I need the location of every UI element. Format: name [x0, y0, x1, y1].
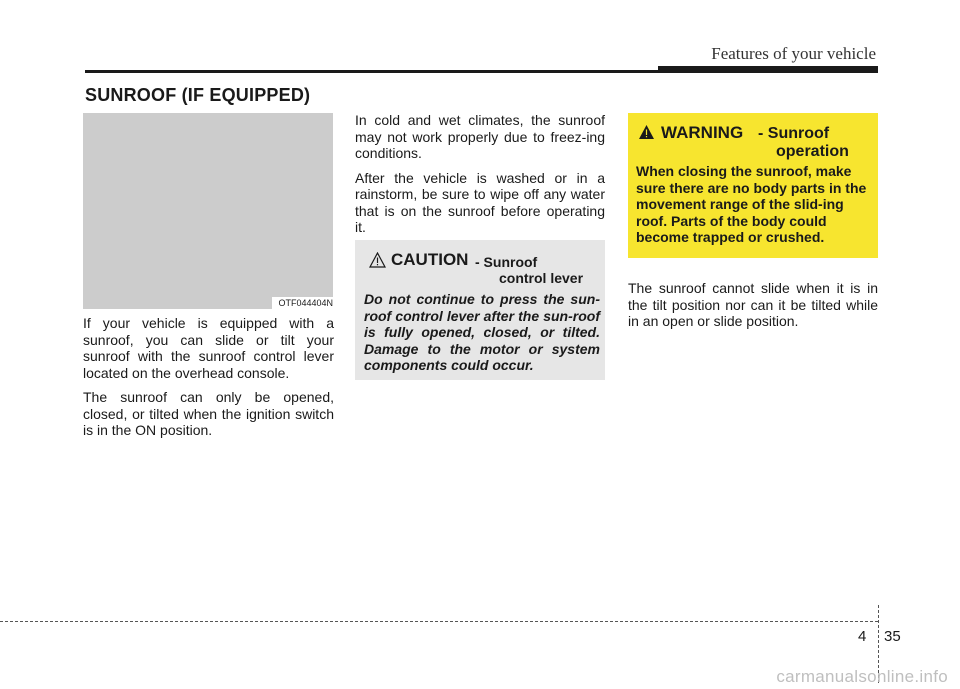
warning-box	[628, 113, 878, 258]
caution-triangle-icon	[369, 252, 386, 268]
watermark: carmanualsonline.info	[776, 667, 948, 686]
caution-box	[355, 240, 605, 380]
header-tab-bar	[658, 66, 878, 73]
warning-subtitle-line-1: - Sunroof	[758, 125, 830, 142]
warning-subtitle-line-2: operation	[776, 143, 849, 160]
warning-triangle-icon	[638, 124, 655, 140]
column-1-paragraph-2: The sunroof can only be opened, closed, or tilted when the ignition switch is in the ON position.	[83, 389, 334, 438]
column-1	[83, 315, 334, 447]
figure-code: OTF044404N	[272, 297, 333, 309]
section-title: SUNROOF (IF EQUIPPED)	[85, 85, 311, 105]
warning-body: When closing the sunroof, make sure there are no body parts in the movement range of the slid-ing roof. Parts of the body could become trapped or crushed.	[636, 163, 867, 245]
column-3	[628, 280, 878, 338]
chapter-number: 4	[858, 628, 867, 645]
column-2	[355, 112, 605, 244]
caution-subtitle-line-1: - Sunroof	[475, 254, 538, 270]
column-1-paragraph-1: If your vehicle is equipped with a sunroof, you can slide or tilt your sunroof with the sunroof control lever located on the overhead console.	[83, 315, 334, 381]
sunroof-figure	[83, 113, 333, 309]
caution-subtitle	[475, 254, 605, 286]
column-3-paragraph-1: The sunroof cannot slide when it is in the tilt position nor can it be tilted while in an open or slide position.	[628, 280, 878, 329]
footer-dashed-rule	[0, 621, 878, 622]
caution-subtitle-line-2: control lever	[499, 270, 584, 286]
caution-label: CAUTION	[391, 250, 469, 269]
warning-label: WARNING	[661, 123, 744, 142]
column-2-paragraph-1: In cold and wet climates, the sunroof may not work properly due to freez-ing conditions.	[355, 112, 605, 161]
chapter-title: Features of your vehicle	[711, 44, 876, 63]
page-number: 35	[884, 628, 901, 645]
warning-subtitle	[758, 125, 873, 161]
column-2-paragraph-2: After the vehicle is washed or in a rainstorm, be sure to wipe off any water that is on the sunroof before operating it.	[355, 169, 605, 235]
caution-body: Do not continue to press the sun-roof control lever after the sun-roof is fully opened, closed, or tilted. Damage to the motor or system components could occur.	[364, 291, 600, 373]
